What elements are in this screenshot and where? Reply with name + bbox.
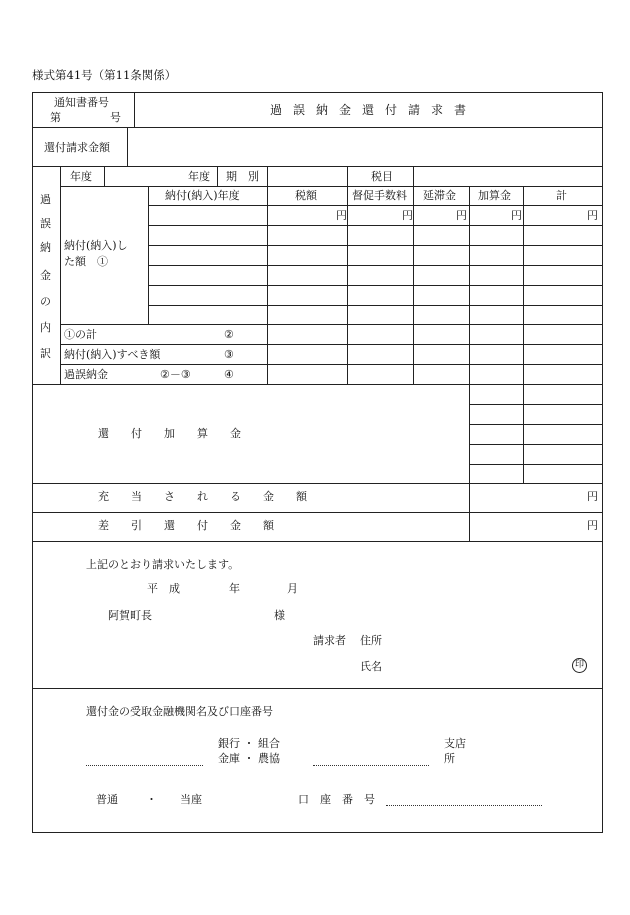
yen-unit: 円 [402,209,413,222]
paid-amount-label: 納付(納入)し [64,239,128,252]
bank-type-line1: 銀行 ・ 組合 [218,737,280,750]
form-number: 様式第41号（第11条関係） [32,68,177,82]
notice-number-label: 通知書番号 [54,96,109,109]
form-title: 過誤納金還付請求書 [270,103,478,117]
col-reminder-fee: 督促手数料 [352,189,407,202]
claimant-label: 請求者 [313,634,346,647]
refund-addition-label: 還付加算金 [98,427,263,440]
sum-mark: ② [224,328,234,341]
nendo-label: 年度 [70,170,92,183]
yen-unit: 円 [456,209,467,222]
kibetsu-label: 期 別 [226,170,259,183]
refund-amount-label: 還付請求金額 [44,141,110,154]
notice-number-go: 号 [110,111,121,124]
branch-label-2: 所 [444,752,455,765]
should-pay-mark: ③ [224,348,234,361]
bank-type-line2: 金庫 ・ 農協 [218,752,280,765]
overpay-mark: ④ [224,368,234,381]
form-border [32,92,603,833]
yen-unit: 円 [587,209,598,222]
request-statement: 上記のとおり請求いたします。 [86,558,240,571]
bank-section-title: 還付金の受取金融機関名及び口座番号 [86,705,273,718]
zeimoku-label: 税目 [371,170,393,183]
address-label: 住所 [360,634,382,647]
paid-amount-label-2: た額 ① [64,255,108,268]
honorific: 様 [274,609,285,622]
should-pay-label: 納付(納入)すべき額 [64,348,161,361]
account-number-field[interactable] [386,805,542,806]
overpay-formula: ②－③ [160,368,191,381]
yen-unit: 円 [336,209,347,222]
col-total: 計 [556,189,567,202]
addressee: 阿賀町長 [108,609,152,622]
bank-name-field[interactable] [86,765,203,766]
name-label: 氏名 [360,660,382,673]
col-tax-amount: 税額 [295,189,317,202]
account-type-futsu: 普通 [96,793,118,806]
seal-mark: 印 [572,658,587,673]
month-label: 月 [287,582,298,595]
account-number-label: 口座番号 [298,793,386,806]
account-type-separator: ・ [146,793,157,806]
yen-unit: 円 [511,209,522,222]
year-label: 年 [229,582,240,595]
heisei-label: 平 成 [147,582,180,595]
net-refund-label: 差引還付金額 [98,519,296,532]
col-late-fee: 延滞金 [423,189,456,202]
account-type-toza: 当座 [180,793,202,806]
applied-amount-label: 充当される金額 [98,490,329,503]
sum-label: ①の計 [64,328,97,341]
col-additional-tax: 加算金 [478,189,511,202]
yen-unit: 円 [587,519,598,532]
overpay-label: 過誤納金 [64,368,108,381]
branch-name-field[interactable] [313,765,429,766]
paid-year-header: 納付(納入)年度 [165,189,240,202]
yen-unit: 円 [587,490,598,503]
nendo-label-2: 年度 [188,170,210,183]
notice-number-dai: 第 [50,111,61,124]
branch-label-1: 支店 [444,737,466,750]
